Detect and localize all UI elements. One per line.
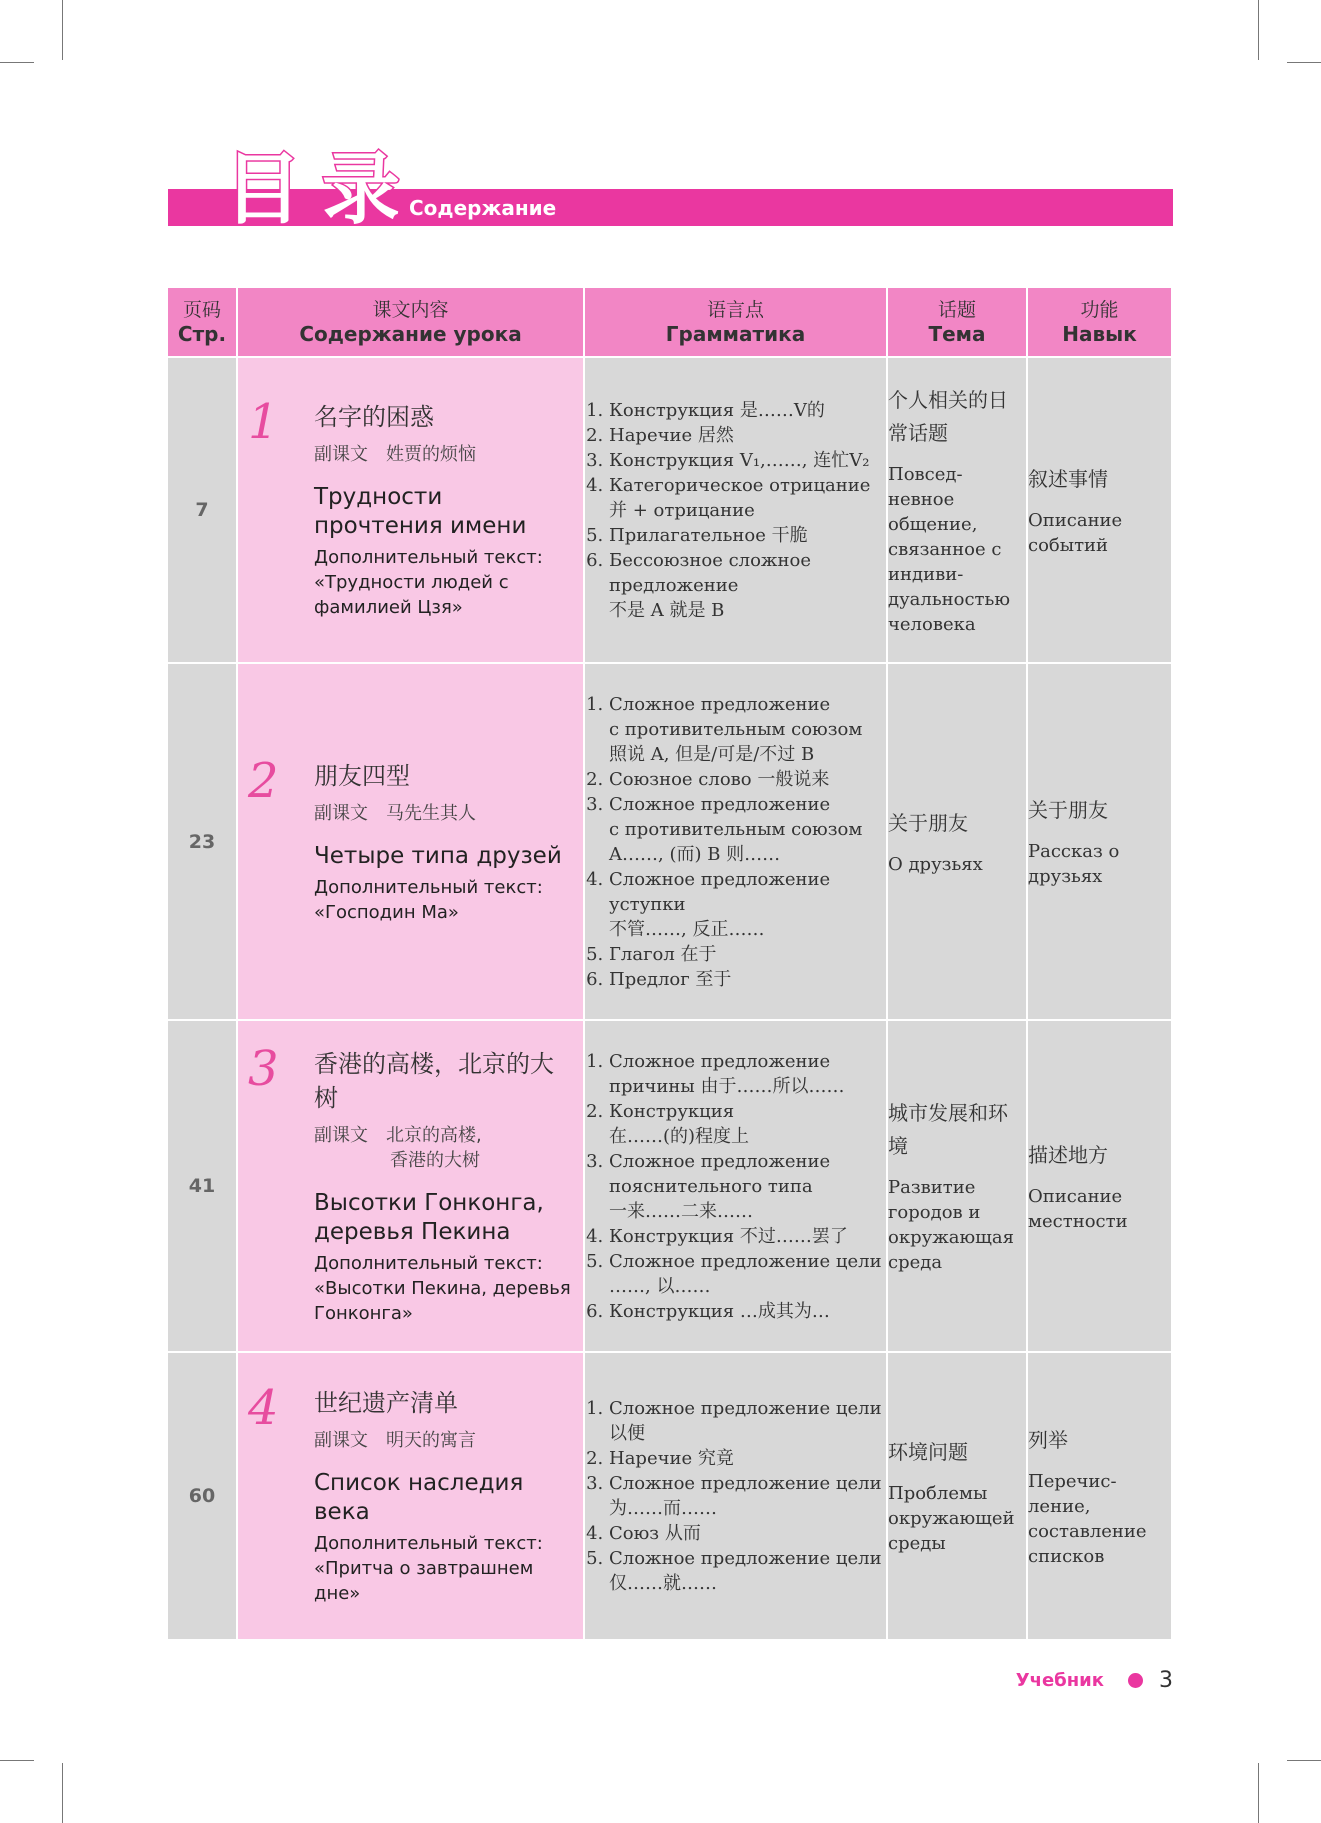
lesson-title-ru: Список наследия века	[314, 1470, 524, 1525]
grammar-item	[609, 1396, 886, 1446]
page-number: 3	[1159, 1667, 1173, 1693]
lesson-content	[238, 752, 583, 925]
grammar-item	[609, 548, 886, 623]
lesson-number: 4	[248, 1380, 279, 1436]
grammar-line: 并 + отрицание	[609, 499, 755, 521]
header-page-ru: Стр.	[177, 322, 227, 346]
grammar-item	[609, 1446, 886, 1471]
grammar-line: 1. Сложное предложение	[609, 693, 831, 715]
skill-ru: Описание местности	[1028, 1185, 1128, 1232]
grammar-line: 2. Наречие 究竟	[609, 1448, 734, 1469]
header-skill	[1028, 288, 1171, 358]
crop-mark	[1258, 1763, 1259, 1823]
grammar-line: 2. Конструкция	[609, 1100, 735, 1122]
grammar-line: 3. Сложное предложение	[609, 1150, 831, 1172]
contents-table	[168, 288, 1171, 1641]
page-footer	[1016, 1664, 1173, 1696]
grammar-item	[609, 942, 886, 967]
grammar-list	[585, 692, 886, 992]
topic-ru: О друзьях	[888, 853, 983, 875]
grammar-line: 6. Предлог 至于	[609, 968, 732, 990]
header-skill-ru: Навык	[1062, 322, 1137, 346]
grammar-item	[609, 1521, 886, 1546]
header-page	[168, 288, 238, 358]
header-grammar-ru: Грамматика	[665, 322, 806, 346]
grammar-item	[609, 448, 886, 473]
grammar-item	[609, 767, 886, 792]
title-russian: Содержание	[409, 196, 557, 220]
lesson-title-cn: 名字的困惑	[314, 403, 434, 431]
grammar-item	[609, 1546, 886, 1596]
grammar-item	[609, 473, 886, 523]
skill-cn: 描述地方	[1028, 1142, 1108, 1167]
lesson-cell	[238, 1353, 585, 1641]
sub-lesson-title: 姓贾的烦恼	[386, 444, 476, 465]
topic-cn: 城市发展和环境	[888, 1101, 1008, 1158]
lesson-cell	[238, 358, 585, 664]
table-row	[168, 358, 1171, 664]
grammar-line: уступки	[609, 893, 686, 915]
grammar-line: 5. Сложное предложение цели	[609, 1250, 882, 1272]
topic-cell	[888, 358, 1028, 664]
grammar-line: 5. Сложное предложение цели	[609, 1548, 882, 1569]
header-grammar-cn: 语言点	[706, 299, 764, 321]
sub-lesson-title: 北京的高楼,	[386, 1124, 482, 1146]
page-cell: 23	[168, 664, 238, 1021]
sub-lesson-tag: 副课文	[314, 1430, 368, 1451]
grammar-line: 4. Сложное предложение	[609, 868, 831, 890]
header-topic-cn: 话题	[937, 299, 976, 321]
crop-mark	[62, 0, 63, 60]
lesson-title-cn: 世纪遗产清单	[314, 1389, 458, 1417]
header-lesson-cn: 课文内容	[372, 299, 449, 321]
grammar-item	[609, 1149, 886, 1224]
sub-lesson	[314, 1428, 573, 1453]
skill-cell	[1028, 664, 1171, 1021]
topic-cn: 关于朋友	[888, 810, 968, 835]
crop-mark	[62, 1763, 63, 1823]
lesson-content	[238, 1040, 583, 1326]
page-cell: 41	[168, 1021, 238, 1353]
grammar-item	[609, 967, 886, 992]
topic-cell	[888, 664, 1028, 1021]
lesson-title-cn: 香港的高楼，北京的大树	[314, 1049, 554, 1112]
grammar-line: 仅……就……	[609, 1573, 717, 1594]
additional-text: Дополнительный текст: «Высотки Пекина, деревья Гонконга»	[314, 1252, 571, 1324]
lesson-title-ru: Высотки Гонконга, деревья Пекина	[314, 1189, 544, 1245]
crop-mark	[1258, 0, 1259, 60]
skill-ru: Описание событий	[1028, 509, 1123, 556]
grammar-item	[609, 792, 886, 867]
lesson-number: 3	[248, 1040, 279, 1097]
title-chinese: 目录	[224, 145, 421, 235]
grammar-line: 一来……二来……	[609, 1200, 753, 1222]
header-lesson-ru: Содержание урока	[299, 322, 522, 346]
grammar-list	[585, 398, 886, 623]
page-cell: 60	[168, 1353, 238, 1641]
footer-dot-icon	[1128, 1673, 1143, 1688]
skill-cn: 列举	[1028, 1427, 1068, 1452]
grammar-cell	[585, 358, 888, 664]
grammar-item	[609, 1299, 886, 1324]
grammar-list	[585, 1049, 886, 1324]
additional-text: Дополнительный текст: «Господин Ма»	[314, 876, 543, 923]
grammar-item	[609, 523, 886, 548]
header-page-cn: 页码	[182, 299, 221, 321]
grammar-line: 1. Конструкция 是……V的	[609, 399, 825, 421]
grammar-line: 3. Сложное предложение	[609, 793, 831, 815]
grammar-line: 为……而……	[609, 1498, 717, 1519]
grammar-item	[609, 1049, 886, 1099]
crop-mark	[1287, 62, 1321, 63]
header-lesson	[238, 288, 585, 358]
skill-cell	[1028, 1353, 1171, 1641]
grammar-cell	[585, 1021, 888, 1353]
grammar-line: 6. Конструкция …成其为…	[609, 1300, 830, 1322]
grammar-line: 1. Сложное предложение цели	[609, 1398, 882, 1419]
header-topic	[888, 288, 1028, 358]
topic-cn: 环境问题	[888, 1440, 968, 1464]
skill-cn: 关于朋友	[1028, 798, 1108, 822]
grammar-line: предложение	[609, 574, 739, 596]
grammar-item	[609, 692, 886, 767]
sub-lesson	[314, 801, 573, 826]
grammar-line: 4. Конструкция 不过……罢了	[609, 1225, 848, 1247]
grammar-line: 3. Сложное предложение цели	[609, 1473, 882, 1494]
lesson-title-ru: Трудности прочтения имени	[314, 484, 527, 539]
header-skill-cn: 功能	[1080, 299, 1119, 321]
sub-lesson-title-line2: 香港的大树	[390, 1149, 480, 1171]
grammar-line: 5. Глагол 在于	[609, 943, 717, 965]
sub-lesson	[314, 442, 573, 467]
lesson-cell	[238, 664, 585, 1021]
skill-cell	[1028, 358, 1171, 664]
crop-mark	[0, 62, 34, 63]
grammar-line: A……, (而) B 则……	[609, 843, 781, 865]
crop-mark	[1287, 1760, 1321, 1761]
grammar-line: 5. Прилагательное 干脆	[609, 524, 808, 546]
topic-ru: Развитие городов и окружающая среда	[888, 1177, 1014, 1273]
sub-lesson-tag: 副课文	[314, 1124, 368, 1146]
header-topic-ru: Тема	[928, 322, 986, 346]
lesson-content	[238, 1380, 583, 1606]
page-title	[168, 145, 1173, 235]
grammar-line: 2. Наречие 居然	[609, 424, 734, 446]
skill-ru: Перечис-ление, составление списков	[1028, 1470, 1147, 1567]
additional-text: Дополнительный текст: «Трудности людей с фамилией Цзя»	[314, 547, 543, 618]
grammar-line: с противительным союзом	[609, 718, 863, 740]
topic-ru: Повсед-невное общение, связанное с индиви-дуальностью человека	[888, 463, 1010, 635]
grammar-item	[609, 1099, 886, 1149]
grammar-item	[609, 1249, 886, 1299]
sub-lesson-title: 马先生其人	[386, 802, 476, 824]
grammar-line: 不管……, 反正……	[609, 918, 765, 940]
grammar-line: 4. Союз 从而	[609, 1523, 701, 1544]
table-row	[168, 664, 1171, 1021]
grammar-line: 4. Категорическое отрицание	[609, 474, 871, 496]
lesson-number: 1	[248, 394, 279, 450]
grammar-line: 6. Бессоюзное сложное	[609, 549, 811, 571]
topic-cell	[888, 1021, 1028, 1353]
grammar-item	[609, 1471, 886, 1521]
sub-lesson-title: 明天的寓言	[386, 1430, 476, 1451]
grammar-line: 照说 A, 但是/可是/不过 B	[609, 743, 815, 765]
sub-lesson	[314, 1123, 573, 1173]
lesson-title-cn: 朋友四型	[314, 761, 410, 790]
grammar-line: 1. Сложное предложение	[609, 1050, 831, 1072]
lesson-cell	[238, 1021, 585, 1353]
crop-mark	[0, 1760, 34, 1761]
page-cell: 7	[168, 358, 238, 664]
grammar-cell	[585, 664, 888, 1021]
grammar-line: 不是 A 就是 B	[609, 599, 725, 621]
grammar-line: 2. Союзное слово 一般说来	[609, 768, 830, 790]
grammar-list	[585, 1396, 886, 1596]
topic-cell	[888, 1353, 1028, 1641]
grammar-line: с противительным союзом	[609, 818, 863, 840]
lesson-title-ru: Четыре типа друзей	[314, 842, 562, 869]
grammar-line: 以便	[609, 1423, 645, 1444]
grammar-line: ……, 以……	[609, 1275, 711, 1297]
grammar-item	[609, 423, 886, 448]
grammar-line: пояснительного типа	[609, 1175, 813, 1197]
topic-cn: 个人相关的日常话题	[888, 387, 1008, 445]
lesson-content	[238, 394, 583, 620]
topic-ru: Проблемы окружающей среды	[888, 1483, 1015, 1554]
grammar-item	[609, 398, 886, 423]
skill-cn: 叙述事情	[1028, 466, 1108, 491]
grammar-line: 3. Конструкция V₁,……, 连忙V₂	[609, 449, 870, 471]
sub-lesson-tag: 副课文	[314, 802, 368, 824]
skill-cell	[1028, 1021, 1171, 1353]
table-row	[168, 1353, 1171, 1641]
grammar-line: причины 由于……所以……	[609, 1075, 845, 1097]
grammar-item	[609, 1224, 886, 1249]
sub-lesson-tag: 副课文	[314, 444, 368, 465]
table-row	[168, 1021, 1171, 1353]
header-grammar	[585, 288, 888, 358]
footer-label: Учебник	[1015, 1669, 1104, 1691]
grammar-cell	[585, 1353, 888, 1641]
skill-ru: Рассказ о друзьях	[1028, 841, 1120, 887]
additional-text: Дополнительный текст: «Притча о завтрашнем дне»	[314, 1533, 543, 1604]
lesson-number: 2	[248, 752, 279, 809]
table-header-row	[168, 288, 1171, 358]
grammar-item	[609, 867, 886, 942]
grammar-line: 在……(的)程度上	[609, 1125, 750, 1147]
